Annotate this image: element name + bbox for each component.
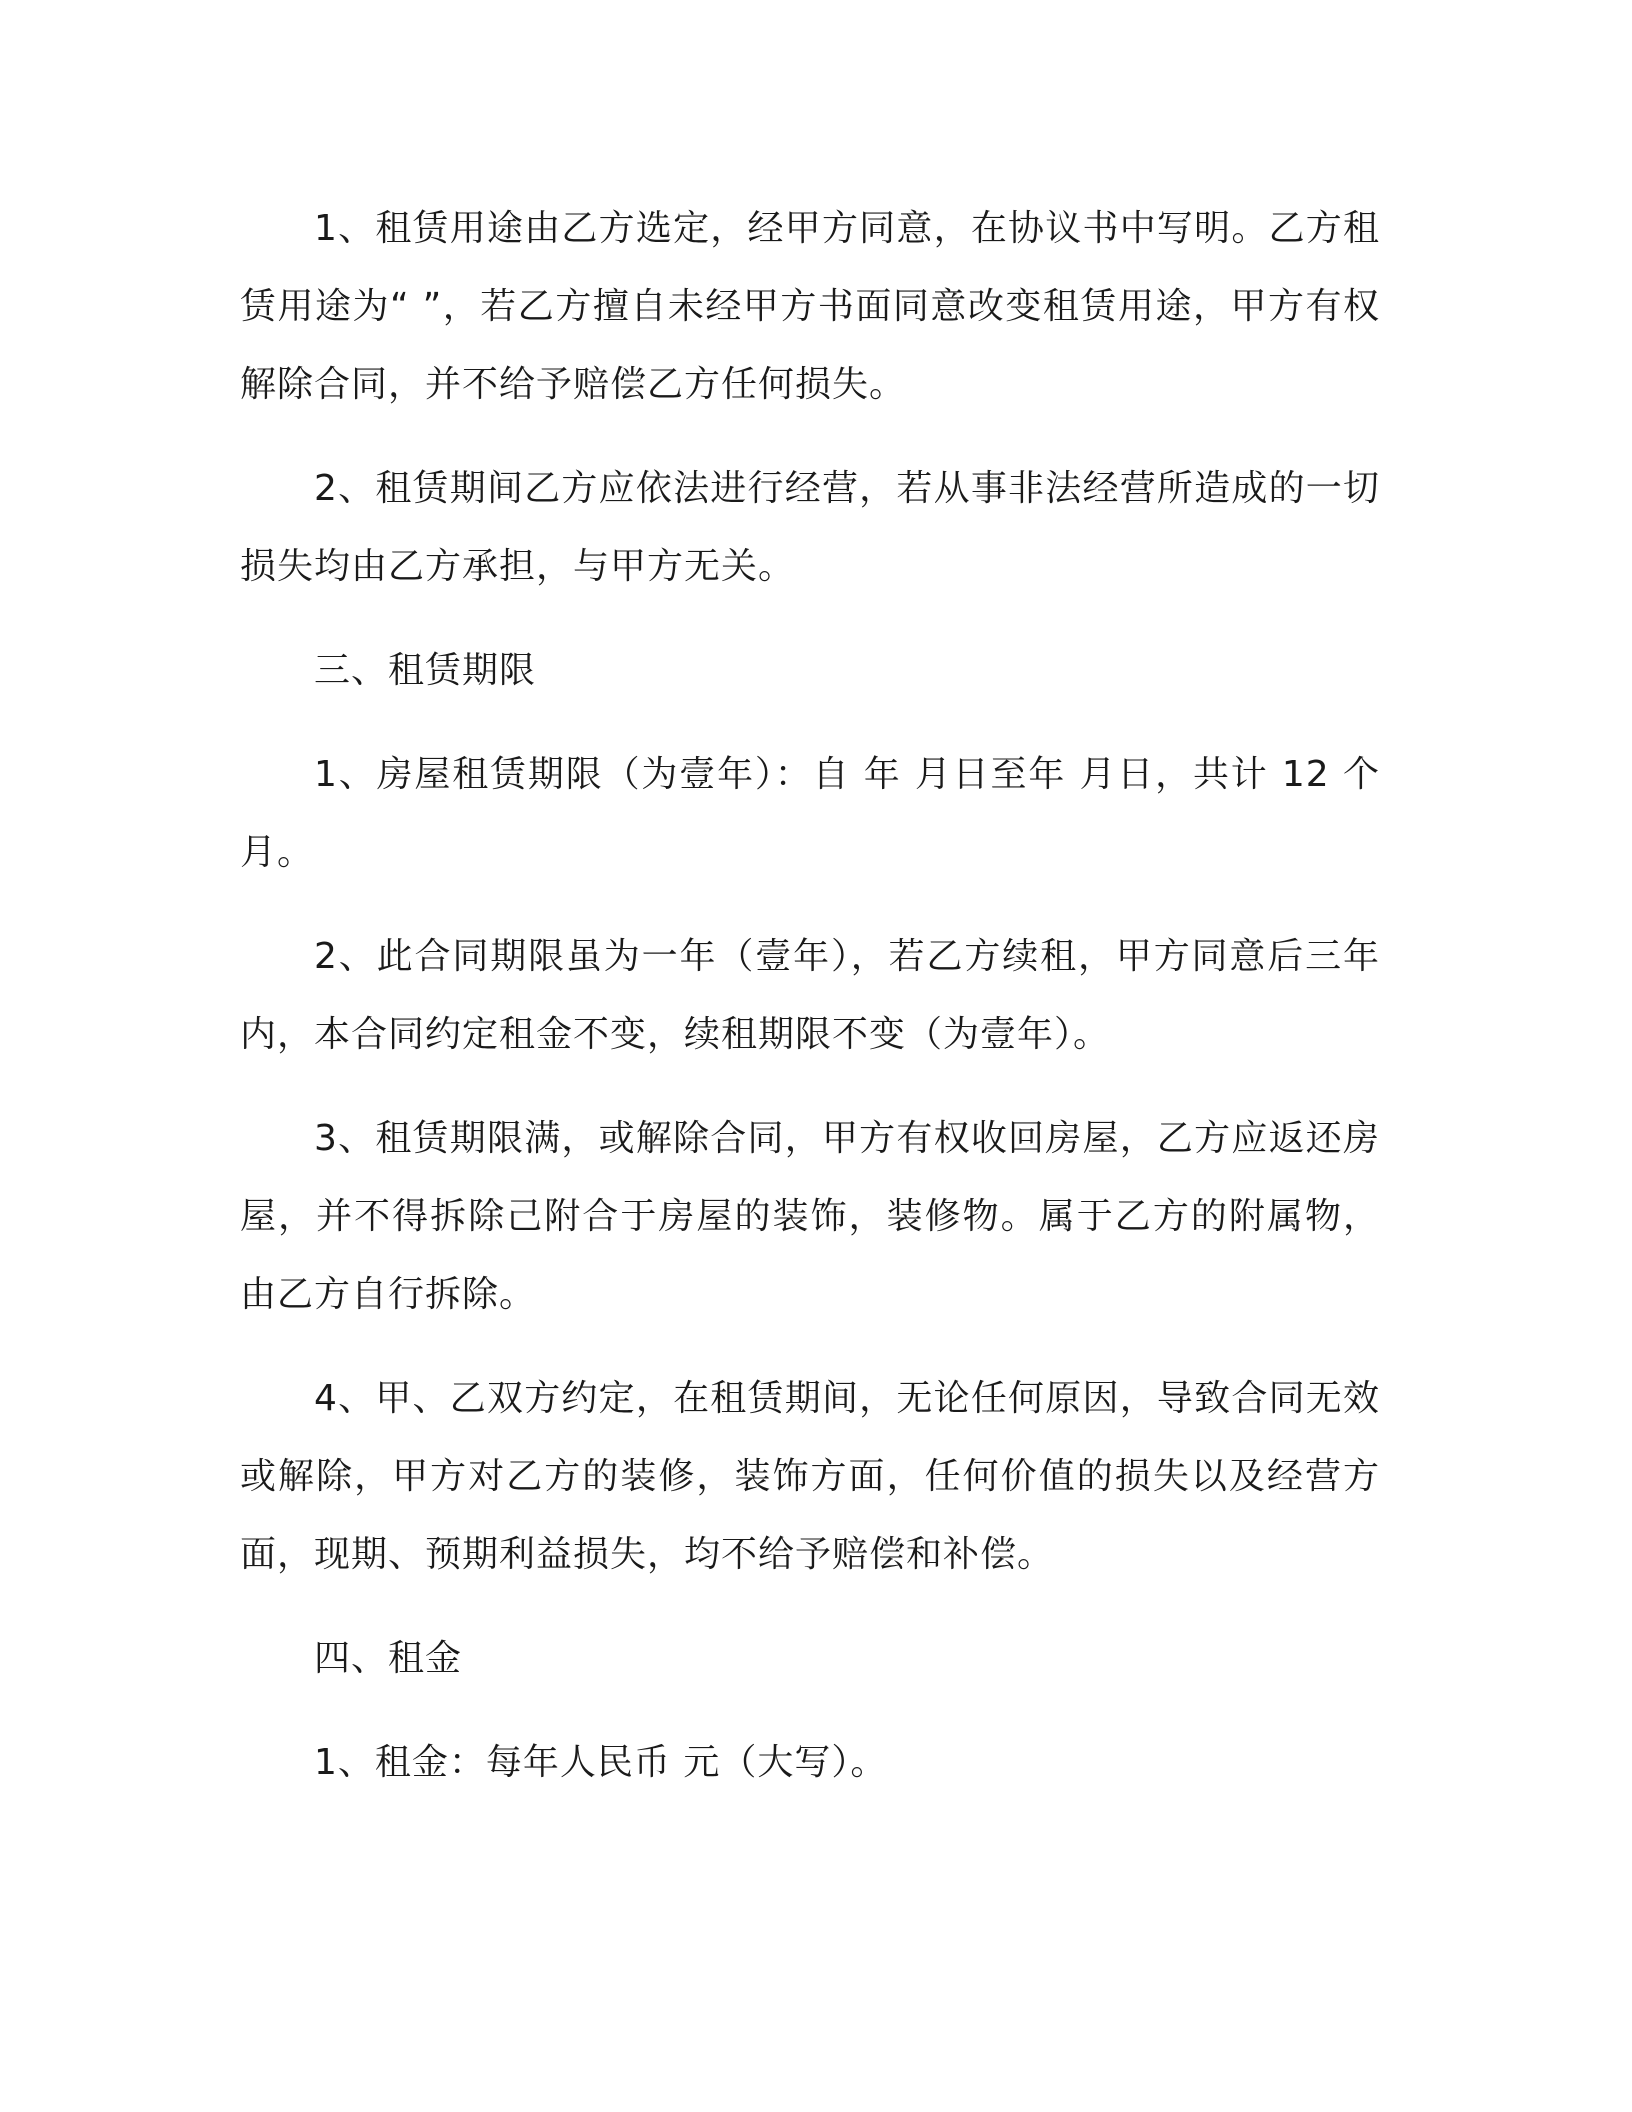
clause-rent-1: 1、租金：每年人民币 元（大写）。 — [314, 1742, 888, 1783]
clause-term-3: 3、租赁期限满，或解除合同，甲方有权收回房屋，乙方应返还房屋，并不得拆除己附合于房屋的装饰，装修物。属于乙方的附属物，由乙方自行拆除。 — [240, 1118, 1380, 1315]
clause-usage-1: 1、租赁用途由乙方选定，经甲方同意，在协议书中写明。乙方租赁用途为“ ”，若乙方擅自未经甲方书面同意改变租赁用途，甲方有权解除合同，并不给予赔偿乙方任何损失。 — [240, 208, 1380, 405]
clause-term-1: 1、房屋租赁期限（为壹年）：自 年 月日至年 月日，共计 12 个月。 — [240, 754, 1380, 873]
section-heading-lease-term: 三、租赁期限 — [314, 650, 537, 691]
clause-usage-2: 2、租赁期间乙方应依法进行经营，若从事非法经营所造成的一切损失均由乙方承担，与甲方无关。 — [240, 468, 1380, 587]
document-body — [240, 190, 1380, 1828]
clause-term-2: 2、此合同期限虽为一年（壹年），若乙方续租，甲方同意后三年内，本合同约定租金不变，续租期限不变（为壹年）。 — [240, 936, 1380, 1055]
clause-term-4: 4、甲、乙双方约定，在租赁期间，无论任何原因，导致合同无效或解除，甲方对乙方的装修，装饰方面，任何价值的损失以及经营方面，现期、预期利益损失，均不给予赔偿和补偿。 — [240, 1378, 1380, 1575]
section-heading-rent: 四、租金 — [314, 1638, 463, 1679]
